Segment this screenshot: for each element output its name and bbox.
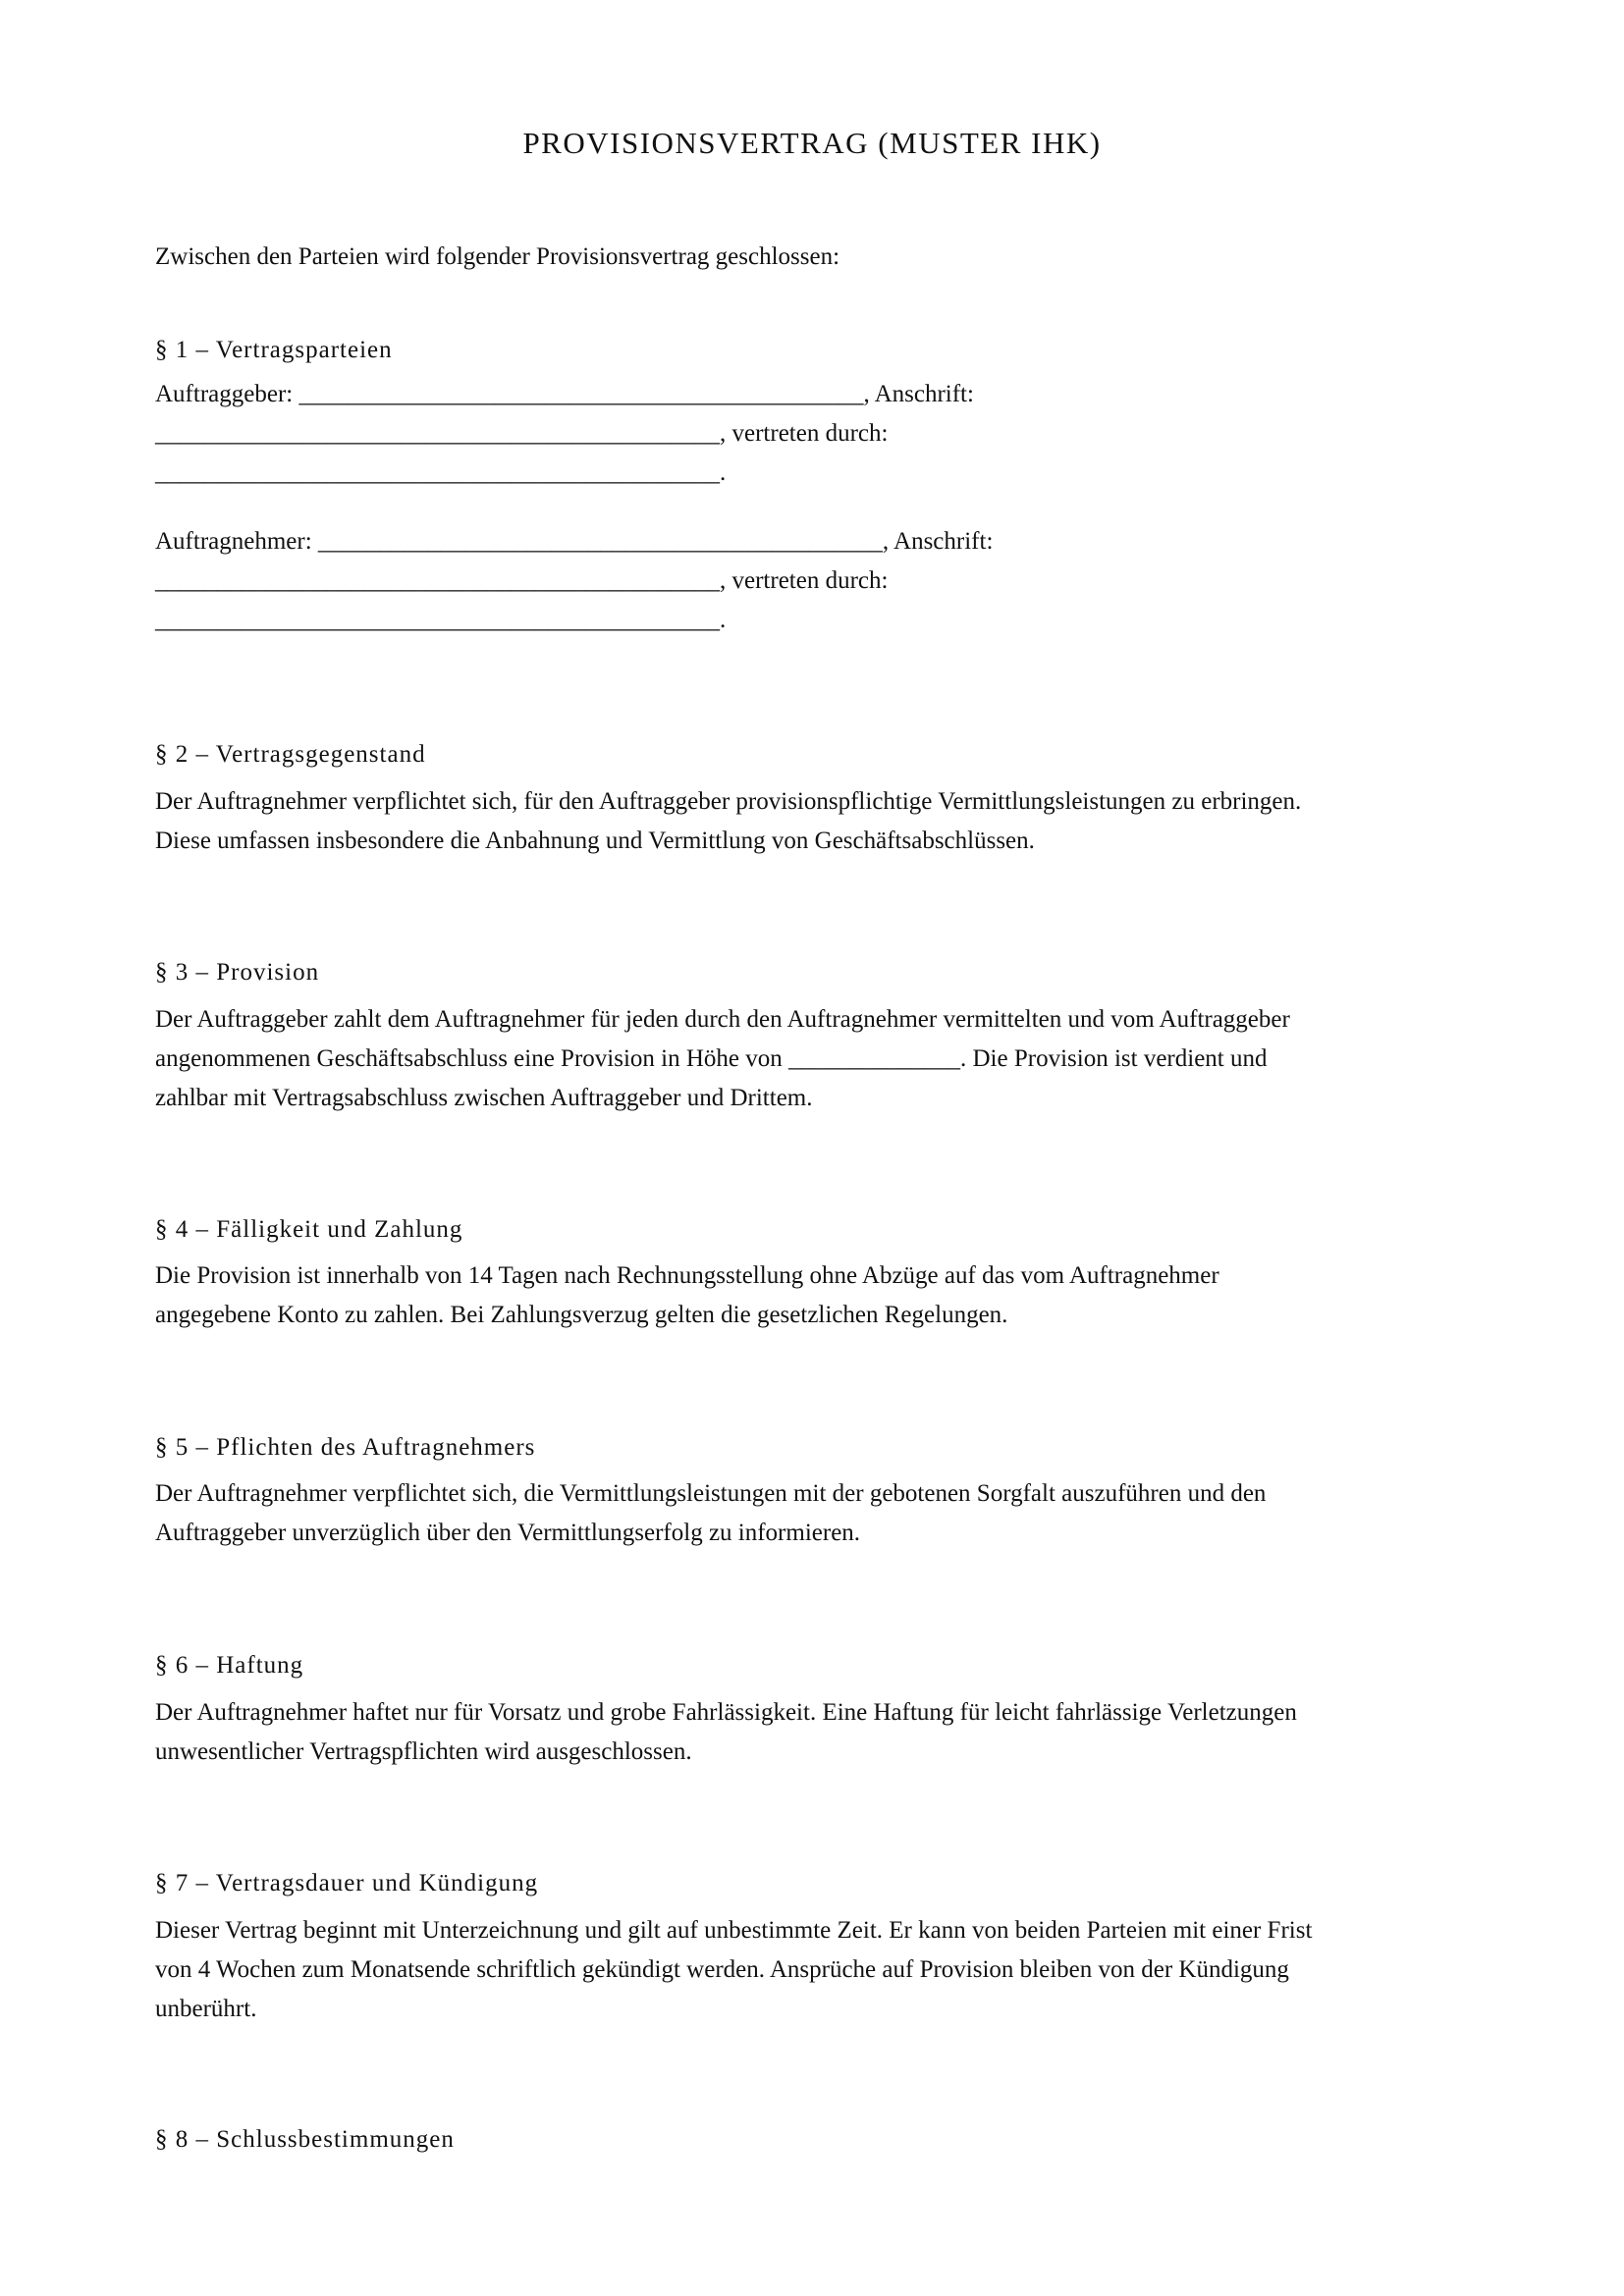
party-line: Auftraggeber: ______________________________________________, Anschrift: bbox=[155, 381, 974, 407]
body-line: Die Provision ist innerhalb von 14 Tagen nach Rechnungsstellung ohne Abzüge auf das vom Auftragnehmer bbox=[155, 1262, 1219, 1289]
section-7-heading: § 7 – Vertragsdauer und Kündigung bbox=[155, 1870, 539, 1896]
section-7-body bbox=[155, 1911, 1471, 2029]
section-2-heading: § 2 – Vertragsgegenstand bbox=[155, 741, 426, 768]
section-4-body bbox=[155, 1256, 1471, 1335]
party-line: ______________________________________________. bbox=[155, 459, 727, 486]
party-line: ______________________________________________. bbox=[155, 607, 727, 633]
party-line: ______________________________________________, vertreten durch: bbox=[155, 420, 889, 447]
body-line: Der Auftragnehmer haftet nur für Vorsatz und grobe Fahrlässigkeit. Eine Haftung für leicht fahrlässige Verletzungen bbox=[155, 1699, 1297, 1726]
body-line: unwesentlicher Vertragspflichten wird ausgeschlossen. bbox=[155, 1738, 692, 1765]
body-line: von 4 Wochen zum Monatsende schriftlich gekündigt werden. Ansprüche auf Provision bleiben von der Kündigung bbox=[155, 1956, 1289, 1983]
body-line: zahlbar mit Vertragsabschluss zwischen Auftraggeber und Drittem. bbox=[155, 1085, 813, 1111]
party-line: ______________________________________________, vertreten durch: bbox=[155, 567, 889, 594]
body-line: angenommenen Geschäftsabschluss eine Provision in Höhe von ______________. Die Provision ist verdient und bbox=[155, 1045, 1268, 1072]
section-8-heading: § 8 – Schlussbestimmungen bbox=[155, 2126, 455, 2153]
section-5-heading: § 5 – Pflichten des Auftragnehmers bbox=[155, 1434, 536, 1461]
body-line: unberührt. bbox=[155, 1996, 257, 2022]
document-title: PROVISIONSVERTRAG (MUSTER IHK) bbox=[522, 126, 1102, 160]
section-1-party-auftragnehmer bbox=[155, 522, 1471, 640]
section-1-heading: § 1 – Vertragsparteien bbox=[155, 337, 393, 363]
body-line: Der Auftragnehmer verpflichtet sich, für den Auftraggeber provisionspflichtige Vermittlungsleistungen zu erbringen. bbox=[155, 788, 1302, 815]
section-6-heading: § 6 – Haftung bbox=[155, 1652, 304, 1679]
body-line: angegebene Konto zu zahlen. Bei Zahlungsverzug gelten die gesetzlichen Regelungen. bbox=[155, 1302, 1008, 1328]
intro-paragraph bbox=[155, 238, 1471, 277]
section-6-body bbox=[155, 1693, 1471, 1772]
section-1-party-auftraggeber bbox=[155, 375, 1471, 493]
party-line: Auftragnehmer: ______________________________________________, Anschrift: bbox=[155, 528, 994, 555]
intro-line: Zwischen den Parteien wird folgender Provisionsvertrag geschlossen: bbox=[155, 243, 840, 270]
body-line: Der Auftragnehmer verpflichtet sich, die Vermittlungsleistungen mit der gebotenen Sorgfalt auszuführen und den bbox=[155, 1480, 1267, 1507]
body-line: Dieser Vertrag beginnt mit Unterzeichnung und gilt auf unbestimmte Zeit. Er kann von beiden Parteien mit einer Frist bbox=[155, 1917, 1313, 1944]
section-2-body bbox=[155, 782, 1471, 861]
body-line: Diese umfassen insbesondere die Anbahnung und Vermittlung von Geschäftsabschlüssen. bbox=[155, 828, 1035, 854]
section-3-body bbox=[155, 1000, 1471, 1118]
section-5-body bbox=[155, 1474, 1471, 1553]
section-3-heading: § 3 – Provision bbox=[155, 959, 320, 986]
body-line: Auftraggeber unverzüglich über den Vermittlungserfolg zu informieren. bbox=[155, 1520, 861, 1546]
section-4-heading: § 4 – Fälligkeit und Zahlung bbox=[155, 1216, 463, 1243]
body-line: Der Auftraggeber zahlt dem Auftragnehmer für jeden durch den Auftragnehmer vermittelten und vom Auftraggeber bbox=[155, 1006, 1290, 1033]
